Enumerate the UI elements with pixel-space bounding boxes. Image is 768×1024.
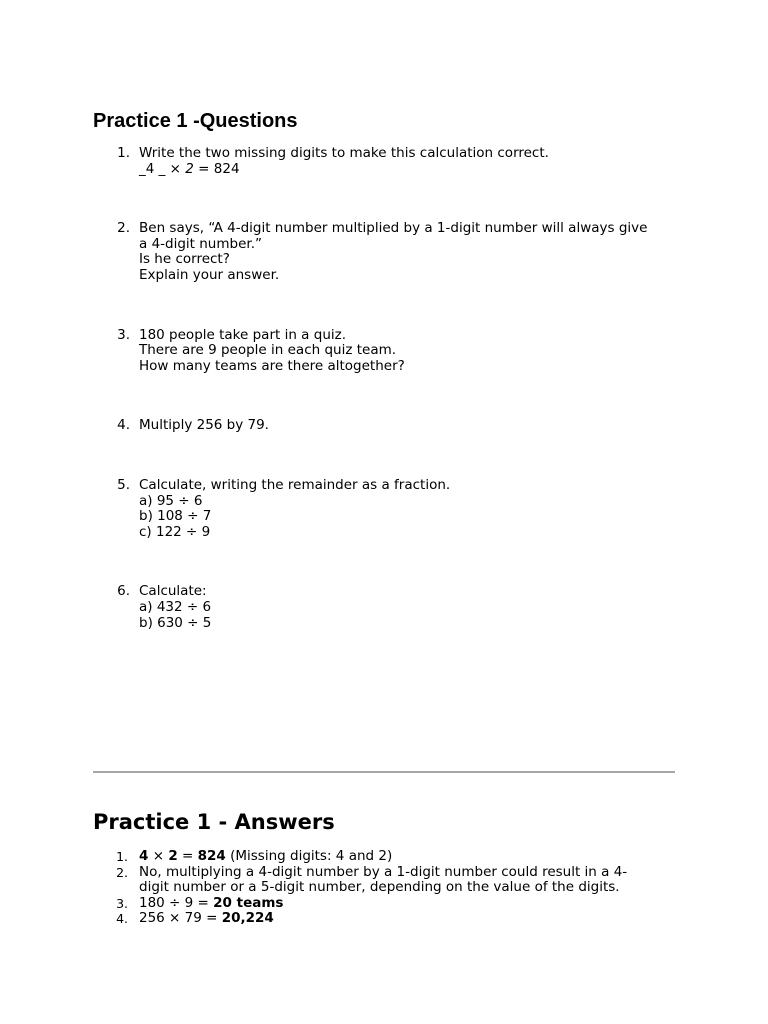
answer-number: 1. bbox=[116, 849, 128, 864]
question-4 bbox=[93, 418, 653, 434]
answer-3 bbox=[93, 896, 653, 912]
questions-title: Practice 1 -Questions bbox=[93, 110, 298, 132]
answer-text: = bbox=[177, 848, 198, 864]
question-part-b: b) 630 ÷ 5 bbox=[139, 614, 212, 631]
answer-number: 3. bbox=[116, 895, 128, 911]
question-number: 5. bbox=[117, 476, 130, 493]
question-number: 1. bbox=[117, 145, 130, 161]
question-part-a: a) 432 ÷ 6 bbox=[139, 598, 212, 615]
answer-bold: 4 bbox=[139, 848, 149, 864]
question-text: How many teams are there altogether? bbox=[139, 357, 405, 374]
question-part-a: a) 95 ÷ 6 bbox=[139, 492, 203, 509]
question-text: Is he correct? bbox=[139, 251, 230, 268]
answer-bold: 20,224 bbox=[221, 910, 274, 927]
document-page bbox=[93, 0, 675, 1024]
answers-list bbox=[93, 849, 653, 927]
question-3 bbox=[93, 328, 653, 375]
question-number: 6. bbox=[117, 583, 130, 600]
answer-number: 2. bbox=[116, 864, 128, 880]
questions-list bbox=[93, 146, 653, 631]
question-text: Write the two missing digits to make this calculation correct. bbox=[139, 145, 549, 161]
question-text: 180 people take part in a quiz. bbox=[139, 326, 347, 343]
question-6 bbox=[93, 584, 653, 631]
question-text: Calculate, writing the remainder as a fraction. bbox=[139, 476, 451, 493]
question-text: Explain your answer. bbox=[139, 266, 280, 283]
question-text: Calculate: bbox=[139, 583, 207, 600]
equation-result: = 824 bbox=[193, 160, 240, 177]
question-number: 3. bbox=[117, 326, 130, 343]
question-part-c: c) 122 ÷ 9 bbox=[139, 523, 211, 540]
answer-number: 4. bbox=[116, 911, 128, 927]
question-number: 2. bbox=[117, 220, 130, 237]
answer-1 bbox=[93, 849, 653, 865]
equation-blanks: _4 _ × bbox=[139, 160, 186, 177]
question-equation bbox=[139, 162, 653, 178]
section-divider bbox=[93, 771, 675, 773]
question-part-b: b) 108 ÷ 7 bbox=[139, 508, 212, 525]
question-2 bbox=[93, 221, 653, 283]
answer-text: × bbox=[148, 848, 169, 864]
question-text: Multiply 256 by 79. bbox=[139, 417, 269, 434]
answer-bold: 20 teams bbox=[213, 894, 284, 911]
answer-4 bbox=[93, 911, 653, 927]
question-number: 4. bbox=[117, 417, 130, 434]
answer-bold: 824 bbox=[197, 848, 226, 864]
answer-text: 180 ÷ 9 = bbox=[139, 894, 214, 911]
answers-title: Practice 1 - Answers bbox=[93, 810, 335, 834]
answer-text: 256 × 79 = bbox=[139, 910, 222, 927]
answer-text: No, multiplying a 4-digit number by a 1-digit number could result in a 4-digit number or a 5-digit number, depending on the value of the digits. bbox=[139, 863, 628, 896]
answer-text: (Missing digits: 4 and 2) bbox=[225, 848, 393, 864]
question-5 bbox=[93, 478, 653, 540]
question-1 bbox=[93, 146, 653, 177]
question-text: Ben says, “A 4-digit number multiplied by a 1-digit number will always give a 4-digit number.” bbox=[139, 220, 648, 252]
question-text: There are 9 people in each quiz team. bbox=[139, 342, 397, 359]
answer-2 bbox=[93, 865, 653, 896]
equation-multiplier: 2 bbox=[185, 160, 194, 177]
answer-bold: 2 bbox=[168, 848, 178, 864]
